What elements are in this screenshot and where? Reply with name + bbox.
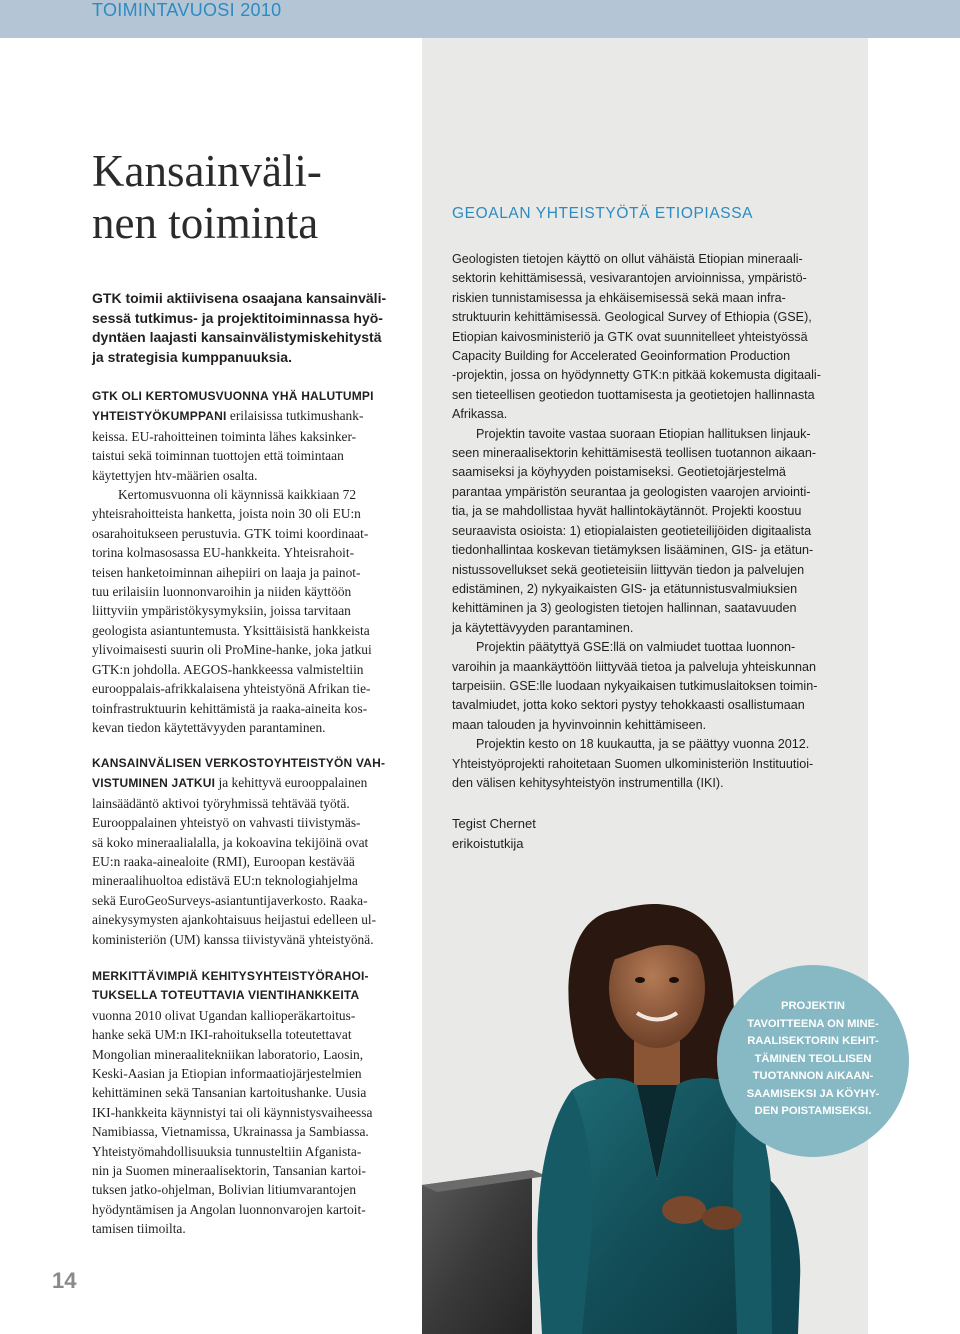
sidebar-line: sektorin kehittämisessä, vesivarantojen arvioinnissa, ympäristö-	[452, 271, 807, 286]
sidebar-line: Etiopian kaivosministeriö ja GTK ovat suunnitelleet yhteistyössä	[452, 329, 808, 344]
sidebar-line: ja käytettävyyden parantaminen.	[452, 620, 634, 635]
body-line: EU:n raaka-ainealoite (RMI), Euroopan kestävää	[92, 854, 355, 870]
body-line: ylivoimaisesti suurin oli ProMine-hanke, joka jatkui	[92, 642, 372, 658]
sidebar-line: Projektin tavoite vastaa suoraan Etiopian hallituksen linjauk-	[476, 426, 811, 441]
body-line: IKI-hankkeita käynnistyi tai oli käynnistysvaiheessa	[92, 1104, 373, 1120]
body-line: sekä EuroGeoSurveys-asiantuntijaverkosto. Raaka-	[92, 892, 368, 908]
sidebar-line: parantaa ympäristön seurantaa ja geologisten vaarojen arviointi-	[452, 484, 811, 499]
body-line: Eurooppalainen yhteistyö on vahvasti tiivistymäs-	[92, 815, 361, 831]
body-line: kevan tiedon käytettävyyden parantaminen.	[92, 719, 326, 735]
lead-paragraph	[92, 289, 410, 367]
body-line: Namibiassa, Vietnamissa, Ukrainassa ja Sambiassa.	[92, 1124, 369, 1140]
sidebar-line: maan talouden ja hyvinvoinnin kehittämiseen.	[452, 717, 707, 732]
sidebar-title: GEOALAN YHTEISTYÖTÄ ETIOPIASSA	[452, 205, 754, 222]
bubble-text	[717, 998, 909, 1121]
caption-name: Tegist Chernet	[452, 816, 536, 831]
body-line: ainekysymysten ajankohtaisuus heijastui edelleen ul-	[92, 912, 377, 928]
sidebar-line: saamiseksi ja köyhyyden poistamiseksi. Geotietojärjestelmä	[452, 465, 786, 480]
body-line: mineraalihuoltoa edistävä EU:n teknologiahjelma	[92, 873, 358, 889]
body-text: erilaisissa tutkimushank-	[229, 408, 364, 424]
sidebar-line: tarpeisiin. GSE:lle luodaan nykyaikaisen tutkimuslaitoksen toimin-	[452, 678, 818, 693]
sidebar-line: struktuurin kehittämisessä. Geological Survey of Ethiopia (GSE),	[452, 310, 812, 325]
sidebar-line: seuraavista osioista: 1) etiopialaisten geotieteilijöiden digitaalista	[452, 523, 812, 538]
body-line: hyödyntämisen ja Angolan luonnonvarojen kartoit-	[92, 1201, 366, 1217]
caption-role: erikoistutkija	[452, 835, 524, 851]
body-line: yhteisrahoitteista hanketta, joista noin 30 oli EU:n	[92, 506, 361, 522]
body-line: osarahoitukseen perustuvia. GTK toimi koordinaat-	[92, 525, 369, 541]
body-line: Kertomusvuonna oli käynnissä kaikkiaan 72	[118, 487, 357, 503]
body-line: hanke sekä UM:n IKI-rahoituksella toteutettavat	[92, 1027, 352, 1043]
bubble-line: DEN POISTAMISEKSI.	[754, 1105, 872, 1117]
body-line: lainsäädäntö aktivoi työryhmissä tehtävää työtä.	[92, 795, 350, 811]
section-heading: KANSAINVÄLISEN VERKOSTOYHTEISTYÖN VAH-	[92, 756, 386, 770]
section-heading: YHTEISTYÖKUMPPANI	[92, 409, 227, 424]
article-section-1	[92, 387, 412, 737]
sidebar-line: nistussovellukset sekä geotieteisiin liittyvän tiedon ja palvelujen	[452, 562, 805, 577]
sidebar-body	[452, 250, 852, 793]
body-line: GTK:n johdolla. AEGOS-hankkeessa valmisteltiin	[92, 661, 364, 677]
body-line: torina kolmasosassa EU-hankkeita. Yhteisrahoit-	[92, 545, 355, 561]
sidebar-line: tia, ja se mahdollistaa hyvät hallintokäytännöt. Projekti koostuu	[452, 504, 802, 519]
body-line: Keski-Aasian ja Etiopian informaatiojärjestelmien	[92, 1066, 362, 1082]
article-section-3	[92, 967, 412, 1239]
body-line: teisen hanketoiminnan aihepiiri on laaja ja painot-	[92, 564, 361, 580]
lead-line: dyntäen laajasti kansainvälistymiskehitystä	[92, 329, 382, 345]
sidebar-line: Projektin päätyttyä GSE:llä on valmiudet tuottaa luonnon-	[476, 640, 796, 655]
quote-bubble	[717, 965, 909, 1157]
bubble-line: SAAMISEKSI JA KÖYHY-	[746, 1087, 880, 1100]
sidebar-line: Capacity Building for Accelerated Geoinformation Production	[452, 349, 791, 364]
body-line: tamisen tiimoilta.	[92, 1221, 186, 1237]
page-title	[92, 145, 422, 249]
body-line: vuonna 2010 olivat Ugandan kallioperäkartoitus-	[92, 1007, 356, 1023]
body-line: koministeriön (UM) kanssa tiivistyvänä yhteistyönä.	[92, 931, 374, 947]
body-line: eurooppalais-afrikkalaisena yhteistyönä Afrikan tie-	[92, 681, 371, 697]
body-line: Yhteistyömahdollisuuksia tunnusteltiin Afganista-	[92, 1143, 362, 1159]
section-heading: GTK OLI KERTOMUSVUONNA YHÄ HALUTUMPI	[92, 389, 374, 403]
body-line: keissa. EU-rahoitteinen toiminta lähes kaksinker-	[92, 428, 357, 444]
bubble-line: RAALISEKTORIN KEHIT-	[747, 1035, 879, 1047]
sidebar-line: varoihin ja maankäyttöön liittyvää tietoa ja palveluja yhteiskunnan	[452, 659, 817, 674]
sidebar-line: Projektin kesto on 18 kuukautta, ja se päättyy vuonna 2012.	[476, 737, 810, 752]
bubble-line: TUOTANNON AIKAAN-	[752, 1070, 874, 1082]
sidebar-line: den välisen kehitysyhteistyön instrumentilla (IKI).	[452, 775, 724, 790]
body-line: käytettyjen htv-määrien osalta.	[92, 467, 258, 483]
body-text: ja kehittyvä eurooppalainen	[218, 775, 368, 791]
page-number: 14	[52, 1268, 77, 1293]
lead-line: ja strategisia kumppanuuksia.	[92, 348, 292, 365]
sidebar-line: tavalmiudet, jotta koko sektori pystyy tehokkaasti osallistumaan	[452, 698, 805, 713]
sidebar-line: -projektin, jossa on hyödynnetty GTK:n pitkää kokemusta digitaali-	[452, 368, 821, 383]
body-line: tuu erilaisiin luonnonvaroihin ja niiden käyttöön	[92, 584, 352, 600]
section-label: TOIMINTAVUOSI 2010	[92, 0, 282, 20]
sidebar-line: seen mineraalisektorin kehittämisestä teollisen tuotannon aikaan-	[452, 446, 817, 461]
article-section-2	[92, 754, 412, 949]
body-line: tuksen jatko-ohjelman, Bolivian litiumvarantojen	[92, 1182, 357, 1198]
photo-caption	[452, 814, 536, 853]
body-line: Mongolian mineraalitekniikan laboratorio, Laosin,	[92, 1046, 364, 1062]
body-line: nin ja Suomen mineraalisektorin, Tansanian kartoi-	[92, 1163, 366, 1179]
title-line: nen toiminta	[92, 198, 319, 248]
body-line: toinfrastruktuurin kehittämistä ja raaka-aineita kos-	[92, 700, 368, 716]
bubble-line: PROJEKTIN	[780, 1000, 846, 1012]
sidebar-line: riskien tunnistamisessa ja ehkäisemisessä sekä maan infra-	[452, 290, 786, 305]
bubble-line: TAVOITTEENA ON MINE-	[747, 1017, 879, 1030]
lead-line: GTK toimii aktiivisena osaajana kansainväli-	[92, 290, 387, 306]
header-bar	[0, 0, 960, 38]
bubble-line: TÄMINEN TEOLLISEN	[754, 1052, 872, 1065]
body-line: geologista asiantuntemusta. Yksittäisistä hankkeista	[92, 622, 370, 638]
sidebar-line: tiedonhallintaa koskevan tietämyksen lisääminen, GIS- ja etätun-	[452, 543, 814, 558]
body-line: liittyviin ympäristökysymyksiin, joissa tarvitaan	[92, 603, 351, 619]
lead-line: sessä tutkimus- ja projektitoiminnassa hyö-	[92, 309, 383, 326]
sidebar-line: kehittäminen ja 3) geologisten tietojen hallinnan, saatavuuden	[452, 601, 797, 616]
sidebar-line: Afrikassa.	[452, 407, 508, 422]
body-line: taistui sekä toiminnan tuottojen että toimintaan	[92, 448, 344, 464]
title-line: Kansainväli-	[92, 146, 322, 196]
sidebar-line: Yhteistyöprojekti rahoitetaan Suomen ulkoministeriön Instituutioi-	[452, 756, 814, 771]
sidebar-line: sen tieteellisen geotiedon tuottamisesta ja geotietojen hallinnasta	[452, 387, 815, 402]
body-line: sä koko mineraalialalla, ja kokoavina tekijöinä ovat	[92, 834, 369, 850]
sidebar-line: edistäminen, 2) nykyaikaisten GIS- ja etätunnistusvalmiuksien	[452, 581, 798, 596]
section-heading: TUKSELLA TOTEUTTAVIA VIENTIHANKKEITA	[92, 988, 360, 1003]
body-line: kehittäminen sekä Tansanian kartoitushanke. Uusia	[92, 1085, 367, 1101]
section-heading: VISTUMINEN JATKUI	[92, 776, 216, 791]
section-heading: MERKITTÄVIMPIÄ KEHITYSYHTEISTYÖRAHOI-	[92, 969, 369, 983]
sidebar-line: Geologisten tietojen käyttö on ollut vähäistä Etiopian mineraali-	[452, 252, 803, 266]
